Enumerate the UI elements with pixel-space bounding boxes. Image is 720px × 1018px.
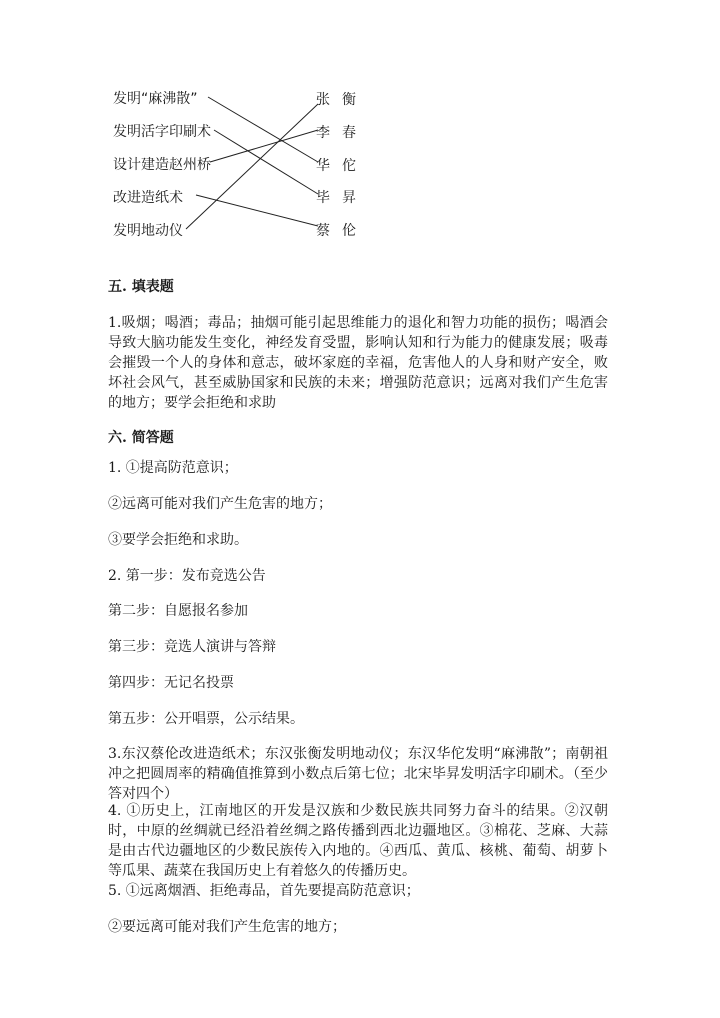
match-right-given-5: 伦 (342, 223, 356, 239)
answer-1-line-2: ②远离可能对我们产生危害的地方； (108, 496, 332, 512)
match-right-given-2: 春 (342, 125, 356, 141)
match-right-given-1: 衡 (342, 92, 356, 108)
match-line-mafeisan-huatuo (208, 97, 318, 162)
match-left-2: 发明活字印刷术 (113, 124, 211, 140)
answer-5-line-1: 5. ①远离烟酒、拒绝毒品，首先要提高防范意识； (108, 883, 420, 899)
answer-5-line-2: ②要远离可能对我们产生危害的地方； (108, 919, 346, 935)
match-line-paper-cailun (196, 195, 318, 226)
match-line-bridge-lichun (210, 130, 318, 162)
answer-2-step-2: 第二步：自愿报名参加 (108, 603, 248, 619)
answer-2-step-4: 第四步：无记名投票 (108, 675, 234, 691)
section-6-title: 六. 简答题 (108, 430, 174, 446)
answer-1-line-3: ③要学会拒绝和求助。 (108, 532, 248, 548)
match-left-5: 发明地动仪 (113, 223, 183, 239)
match-left-1: 发明“麻沸散” (113, 91, 198, 107)
match-left-4: 改进造纸术 (113, 190, 183, 206)
matching-lines (0, 0, 720, 260)
match-right-given-4: 昇 (342, 190, 356, 206)
match-right-surname-4: 毕 (316, 190, 330, 206)
match-right-surname-2: 李 (316, 125, 330, 141)
section-5-answer-1: 1.吸烟；喝酒；毒品；抽烟可能引起思维能力的退化和智力功能的损伤；喝酒会导致大脑功能发生变化，神经发育受盟，影响认知和行为能力的健康发展；吸毒会摧毁一个人的身体和意志，破坏家庭的幸福，危害他人的人身和财产安全，败坏社会风气，甚至威胁国家和民族的未来；增强防范意识；远离对我们产生危害的地方；要学会拒绝和求助 (108, 315, 608, 411)
match-line-printing-bisheng (214, 130, 318, 194)
match-right-surname-5: 蔡 (316, 223, 330, 239)
match-right-surname-1: 张 (316, 92, 330, 108)
answer-3: 3.东汉蔡伦改进造纸术；东汉张衡发明地动仪；东汉华佗发明“麻沸散”；南朝祖冲之把圆周率的精确值推算到小数点后第七位；北宋毕昇发明活字印刷术。（至少答对四个） (108, 746, 608, 802)
match-right-given-3: 佗 (342, 158, 356, 174)
section-5-title: 五. 填表题 (108, 279, 174, 295)
answer-2-step-3: 第三步：竞选人演讲与答辩 (108, 639, 276, 655)
match-right-surname-3: 华 (316, 158, 330, 174)
answer-4: 4. ①历史上，江南地区的开发是汉族和少数民族共同努力奋斗的结果。②汉朝时，中原的丝绸就已经沿着丝绸之路传播到西北边疆地区。③棉花、芝麻、大蒜是由古代边疆地区的少数民族传入内地的。④西瓜、黄瓜、核桃、葡萄、胡萝卜等瓜果、蔬菜在我国历史上有着悠久的传播历史。 (108, 803, 608, 879)
answer-2-step-5: 第五步：公开唱票，公示结果。 (108, 711, 304, 727)
match-left-3: 设计建造赵州桥 (113, 157, 211, 173)
answer-2-step-1: 2. 第一步：发布竞选公告 (108, 568, 266, 584)
answer-1-line-1: 1. ①提高防范意识； (108, 460, 238, 476)
